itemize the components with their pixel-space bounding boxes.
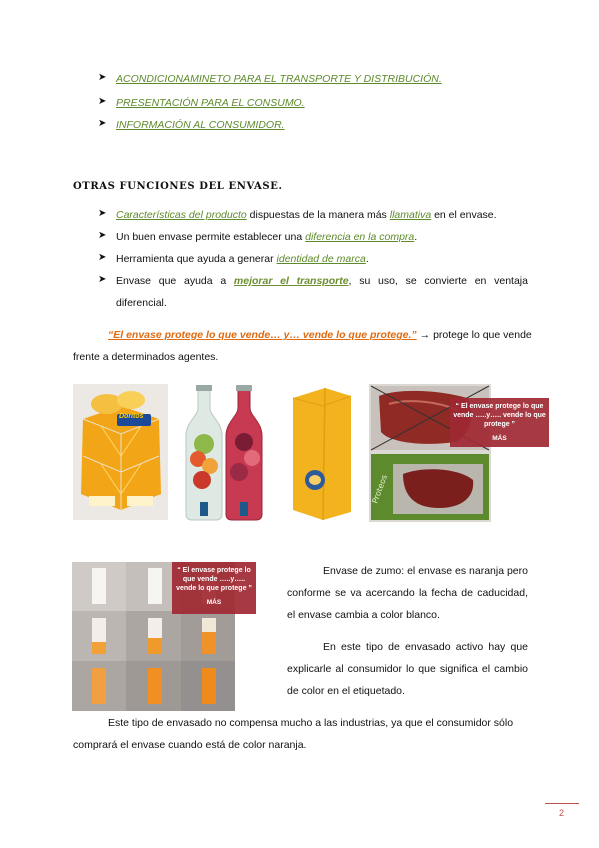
- quote-overlay-juice[interactable]: “ El envase protege lo que vende …..y….. vende lo que protege ” MÁS: [172, 562, 256, 614]
- emph-llamativa[interactable]: llamativa: [389, 209, 432, 221]
- page-number-rule: [545, 803, 579, 804]
- quote-continuation: frente a determinados agentes.: [73, 351, 219, 363]
- bullet-arrow-icon: ➤: [98, 252, 107, 263]
- svg-text:Proteos: Proteos: [370, 473, 390, 505]
- bullet-arrow-icon: ➤: [98, 72, 107, 83]
- function-item-2: Un buen envase permite establecer una diferencia en la compra.: [116, 231, 418, 243]
- function-item-4: Envase que ayuda a mejorar el transporte, su uso, se convierte en ventaja: [116, 275, 528, 287]
- function-item-3: Herramienta que ayuda a generar identidad de marca.: [116, 253, 369, 265]
- link-diferencia[interactable]: diferencia en la compra: [305, 231, 415, 243]
- function-item-4-cont: diferencial.: [116, 297, 167, 309]
- more-link[interactable]: MÁS: [492, 435, 507, 442]
- bullet-arrow-icon: ➤: [98, 274, 107, 285]
- doritos-package-image: [73, 384, 168, 520]
- function-item-1: Características del producto dispuestas de la manera más llamativa en el envase.: [116, 209, 497, 221]
- bullet-arrow-icon: ➤: [98, 118, 107, 129]
- top-list-item-1[interactable]: ACONDICIONAMINETO PARA EL TRANSPORTE Y DISTRIBUCIÓN.: [116, 73, 442, 85]
- quote-text: “El envase protege lo que vende… y… vende lo que protege.”: [108, 329, 417, 341]
- bullet-arrow-icon: ➤: [98, 96, 107, 107]
- top-list-item-3[interactable]: INFORMACIÓN AL CONSUMIDOR.: [116, 119, 285, 131]
- more-link[interactable]: MÁS: [206, 599, 222, 606]
- orange-carton-image: [287, 384, 359, 522]
- doritos-brand-label: Doritos: [119, 413, 144, 420]
- bullet-arrow-icon: ➤: [98, 230, 107, 241]
- arrow-right-icon: →: [419, 329, 431, 341]
- juice-paragraph-2: En este tipo de envasado activo hay que explicarle al consumidor lo que significa el cambio de color en el etiquetado.: [287, 641, 528, 697]
- section-heading: OTRAS FUNCIONES DEL ENVASE.: [73, 181, 283, 192]
- closing-line-2: comprará el envase cuando está de color naranja.: [73, 739, 307, 751]
- closing-line-1: Este tipo de envasado no compensa mucho a las industrias, ya que el consumidor sólo: [108, 717, 514, 729]
- page-number: 2: [559, 808, 565, 818]
- juice-paragraph-1: Envase de zumo: el envase es naranja pero conforme se va acercando la fecha de caducidad, el envase cambia a color blanco.: [287, 565, 528, 621]
- quote-overlay-top[interactable]: “ El envase protege lo que vende …..y….. vende lo que protege ” MÁS: [450, 398, 549, 447]
- link-transporte[interactable]: mejorar el transporte: [233, 275, 349, 287]
- link-identidad[interactable]: identidad de marca: [276, 253, 366, 265]
- quote-line: “El envase protege lo que vende… y… vende lo que protege.” → protege lo que vende: [108, 329, 532, 341]
- bullet-arrow-icon: ➤: [98, 208, 107, 219]
- juice-bottles-image: [176, 384, 279, 522]
- top-list-item-2[interactable]: PRESENTACIÓN PARA EL CONSUMO.: [116, 97, 305, 109]
- link-caracteristicas[interactable]: Características del producto: [116, 209, 247, 221]
